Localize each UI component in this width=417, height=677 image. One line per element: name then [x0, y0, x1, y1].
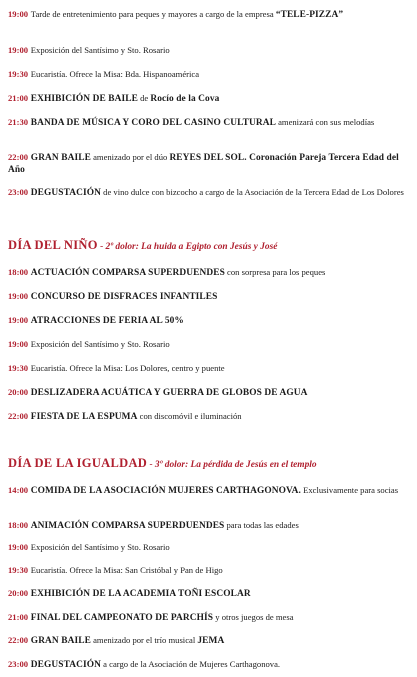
event-highlight: DEGUSTACIÓN: [30, 188, 102, 198]
event-highlight: EXHIBICIÓN DE BAILE: [30, 94, 138, 104]
event-text: de vino dulce con bizcocho a cargo de la Asociación de la Tercera Edad de Los Dolores: [101, 187, 404, 197]
event-b3-2: [8, 541, 410, 554]
event-time: 20:00: [8, 588, 29, 598]
event-highlight: FINAL DEL CAMPEONATO DE PARCHÍS: [30, 613, 214, 623]
event-highlight: CONCURSO DE DISFRACES INFANTILES: [30, 292, 218, 302]
event-b3-7: [8, 658, 410, 671]
event-b2-6: [8, 410, 410, 423]
event-b1-6: [8, 186, 410, 199]
event-time: 18:00: [8, 520, 29, 530]
event-b1-3: [8, 92, 410, 105]
event-text: con discomóvil e iluminación: [137, 411, 242, 421]
event-text: con sorpresa para los peques: [224, 267, 326, 277]
event-b3-0: [8, 484, 410, 497]
event-b2-3: [8, 338, 410, 351]
event-time: 22:00: [8, 411, 29, 421]
event-time: 19:30: [8, 565, 29, 575]
event-time: 22:00: [8, 152, 29, 162]
event-highlight: DEGUSTACIÓN: [30, 660, 102, 670]
event-text: amenizado por el dúo: [90, 152, 170, 162]
event-highlight: ANIMACIÓN COMPARSA SUPERDUENDES: [30, 521, 225, 531]
event-b2-0: [8, 266, 410, 279]
event-highlight: REYES DEL SOL. Coronación Pareja Tercera Edad del Año: [8, 153, 399, 175]
event-time: 23:00: [8, 187, 29, 197]
event-b1-2: [8, 68, 410, 81]
event-text: Tarde de entretenimiento para peques y mayores a cargo de la empresa: [30, 9, 276, 19]
event-time: 19:00: [8, 291, 29, 301]
event-b3-1: [8, 519, 410, 532]
event-time: 19:00: [8, 45, 29, 55]
event-highlight: FIESTA DE LA ESPUMA: [30, 412, 138, 422]
event-b3-3: [8, 564, 410, 577]
event-time: 19:30: [8, 69, 29, 79]
event-b1-1: [8, 44, 410, 57]
event-highlight: BANDA DE MÚSICA Y CORO DEL CASINO CULTURAL: [30, 118, 276, 128]
day-dolor: - 3º dolor: La pérdida de Jesús en el templo: [147, 460, 317, 470]
event-time: 21:00: [8, 612, 29, 622]
event-highlight: ACTUACIÓN COMPARSA SUPERDUENDES: [30, 268, 225, 278]
event-highlight: ATRACCIONES DE FERIA AL 50%: [30, 316, 184, 326]
event-b2-1: [8, 290, 410, 303]
event-b1-5: [8, 151, 410, 176]
event-b3-4: [8, 587, 410, 600]
event-highlight: COMIDA DE LA ASOCIACIÓN MUJERES CARTHAGONOVA.: [30, 486, 301, 496]
day-heading-nino: [8, 238, 413, 255]
event-text: Eucaristía. Ofrece la Misa: Bda. Hispanoamérica: [30, 69, 200, 79]
event-time: 14:00: [8, 485, 29, 495]
event-highlight: Rocío de la Cova: [150, 94, 220, 104]
event-text: amenizará con sus melodías: [275, 117, 375, 127]
event-time: 19:00: [8, 542, 29, 552]
event-text: amenizado por el trío musical: [90, 635, 198, 645]
event-time: 19:00: [8, 9, 29, 19]
event-highlight: JEMA: [197, 636, 225, 646]
event-b3-6: [8, 634, 410, 647]
event-time: 19:00: [8, 315, 29, 325]
event-time: 23:00: [8, 659, 29, 669]
event-b2-4: [8, 362, 410, 375]
event-time: 22:00: [8, 635, 29, 645]
day-title: DÍA DE LA IGUALDAD: [8, 456, 148, 470]
event-text: Eucaristía. Ofrece la Misa: Los Dolores, centro y puente: [30, 363, 225, 373]
event-b1-0: [8, 8, 410, 21]
event-highlight: EXHIBICIÓN DE LA ACADEMIA TOÑI ESCOLAR: [30, 589, 251, 599]
event-text: para todas las edades: [224, 520, 299, 530]
event-time: 20:00: [8, 387, 29, 397]
event-b2-5: [8, 386, 410, 399]
event-text: Eucaristía. Ofrece la Misa: San Cristóbal y Pan de Higo: [30, 565, 223, 575]
event-highlight: DESLIZADERA ACUÁTICA Y GUERRA DE GLOBOS DE AGUA: [30, 388, 308, 398]
event-text: Exposición del Santísimo y Sto. Rosario: [30, 542, 170, 552]
event-time: 21:00: [8, 93, 29, 103]
event-text: Exclusivamente para socias: [300, 485, 399, 495]
event-time: 18:00: [8, 267, 29, 277]
event-text: Exposición del Santísimo y Sto. Rosario: [30, 339, 170, 349]
event-b1-4: [8, 116, 410, 129]
event-text: a cargo de la Asociación de Mujeres Carthagonova.: [101, 659, 281, 669]
event-time: 19:30: [8, 363, 29, 373]
day-dolor: - 2º dolor: La huida a Egipto con Jesús y José: [97, 242, 278, 252]
event-text: Exposición del Santísimo y Sto. Rosario: [30, 45, 170, 55]
event-time: 19:00: [8, 339, 29, 349]
event-b2-2: [8, 314, 410, 327]
event-b3-5: [8, 611, 410, 624]
event-highlight: GRAN BAILE: [30, 636, 91, 646]
day-heading-igualdad: [8, 456, 413, 473]
event-text: y otros juegos de mesa: [213, 612, 294, 622]
event-time: 21:30: [8, 117, 29, 127]
event-highlight: GRAN BAILE: [30, 153, 91, 163]
event-highlight: “TELE-PIZZA”: [275, 10, 344, 20]
day-title: DÍA DEL NIÑO: [8, 238, 98, 252]
event-text: de: [137, 93, 151, 103]
